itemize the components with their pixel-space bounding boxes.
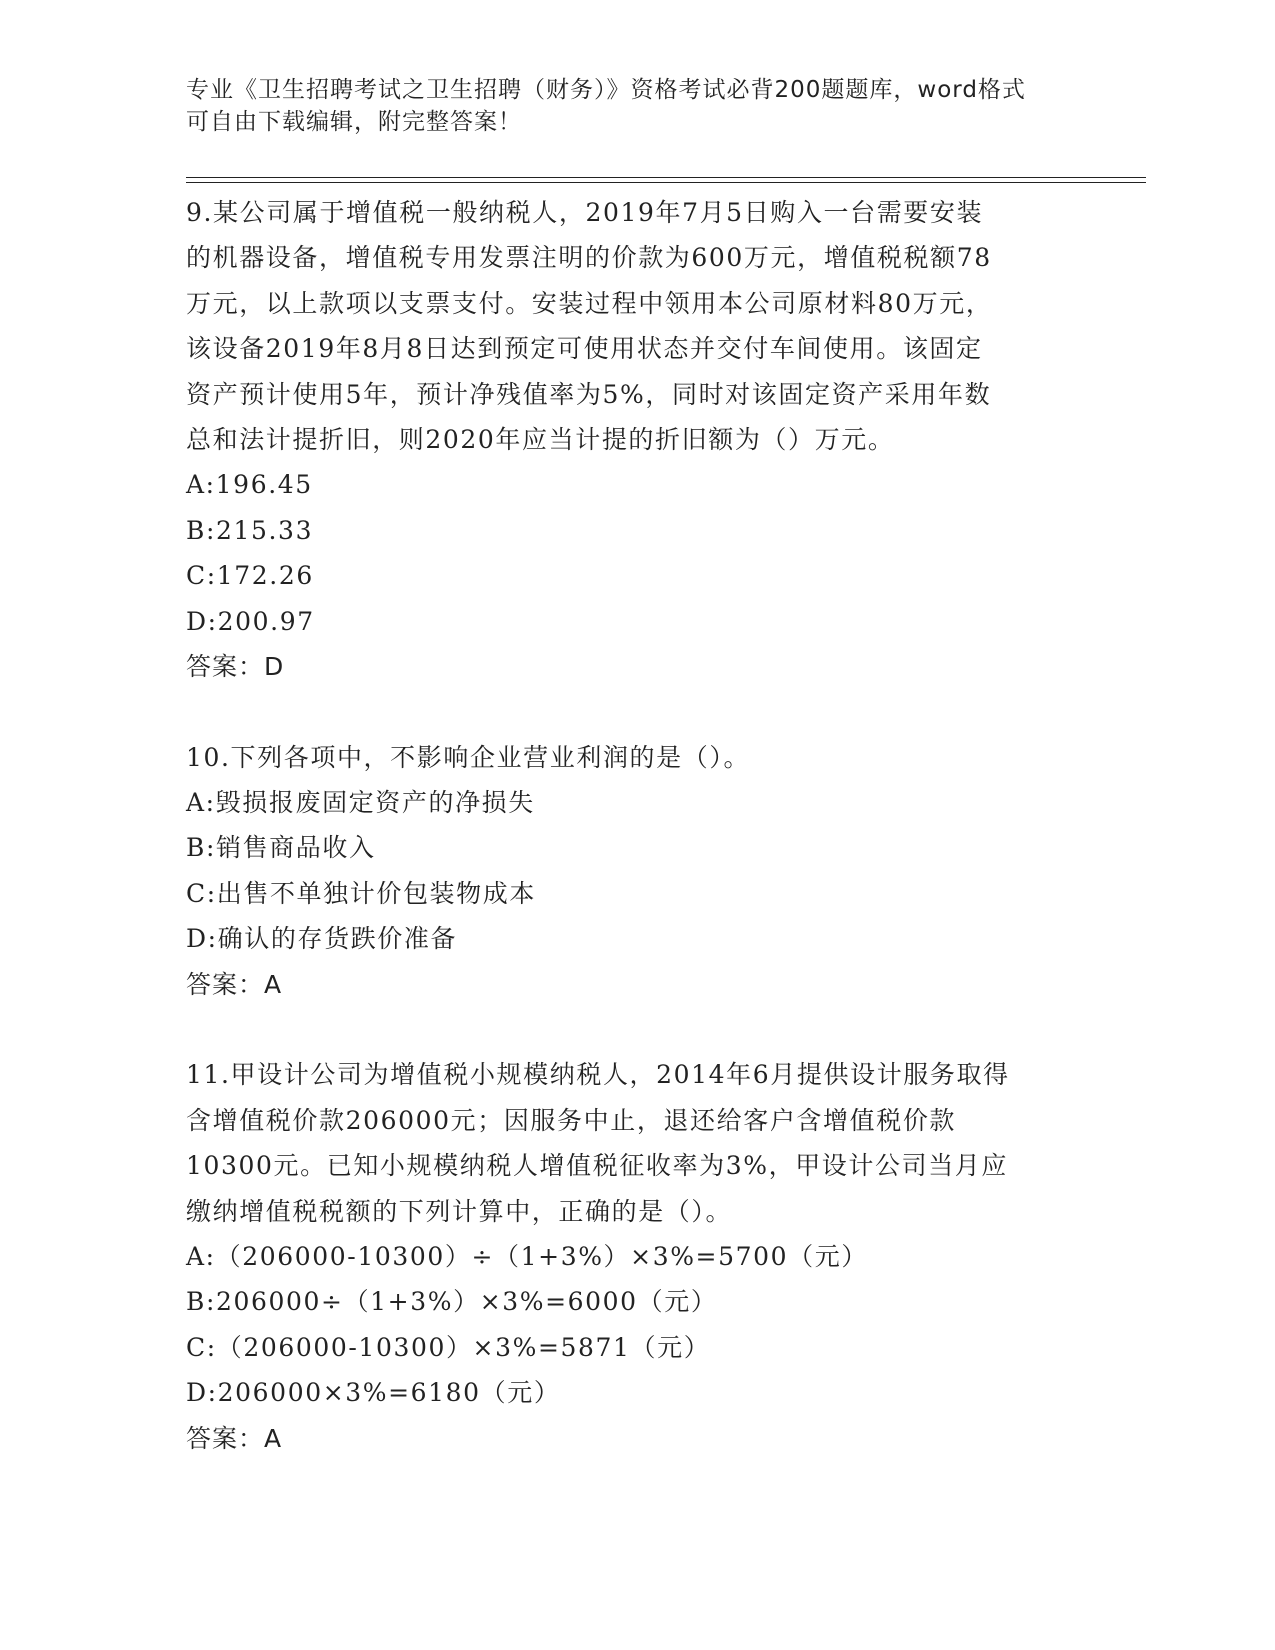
question-11-option-c: C:（206000-10300）×3%=5871（元） (186, 1332, 711, 1362)
question-11-option-d: D:206000×3%=6180（元） (186, 1378, 561, 1408)
question-9-option-c: C:172.26 (186, 561, 314, 591)
question-9-stem-line: 总和法计提折旧，则2020年应当计提的折旧额为（）万元。 (186, 424, 895, 454)
question-9-stem-line: 的机器设备，增值税专用发票注明的价款为600万元，增值税税额78 (186, 243, 992, 273)
question-11 (186, 1052, 1086, 1461)
question-11-stem-line: 缴纳增值税税额的下列计算中，正确的是（）。 (186, 1196, 733, 1226)
question-9 (186, 190, 1086, 689)
question-11-stem-line: 11.甲设计公司为增值税小规模纳税人，2014年6月提供设计服务取得 (186, 1060, 1010, 1090)
question-spacer (186, 1007, 1086, 1052)
question-spacer (186, 689, 1086, 734)
question-11-option-b: B:206000÷（1+3%）×3%=6000（元） (186, 1287, 718, 1317)
question-11-option-a: A:（206000-10300）÷（1+3%）×3%=5700（元） (186, 1241, 868, 1271)
question-11-answer: 答案：A (186, 1423, 283, 1453)
question-9-stem-line: 9.某公司属于增值税一般纳税人，2019年7月5日购入一台需要安装 (186, 198, 984, 227)
question-9-stem-line: 万元，以上款项以支票支付。安装过程中领用本公司原材料80万元， (186, 288, 993, 318)
question-9-option-a: A:196.45 (186, 470, 313, 500)
header-rule-top (186, 177, 1146, 178)
question-9-option-d: D:200.97 (186, 606, 315, 636)
question-10-option-b: B:销售商品收入 (186, 833, 376, 863)
question-10-option-d: D:确认的存货跌价准备 (186, 924, 458, 954)
question-11-stem-line: 10300元。已知小规模纳税人增值税征收率为3%，甲设计公司当月应 (186, 1151, 1008, 1181)
question-9-answer: 答案：D (186, 651, 285, 681)
question-9-stem-line: 资产预计使用5年，预计净残值率为5%，同时对该固定资产采用年数 (186, 379, 992, 409)
question-10-option-a: A:毁损报废固定资产的净损失 (186, 788, 535, 818)
question-9-stem-line: 该设备2019年8月8日达到预定可使用状态并交付车间使用。该固定 (186, 334, 983, 364)
header-line-2: 可自由下载编辑，附完整答案！ (186, 109, 522, 135)
header-line-1: 专业《卫生招聘考试之卫生招聘（财务）》资格考试必背200题题库，word格式 (186, 77, 1026, 103)
question-10-answer: 答案：A (186, 969, 283, 999)
question-11-stem-line: 含增值税价款206000元；因服务中止，退还给客户含增值税价款 (186, 1105, 957, 1135)
question-10-option-c: C:出售不单独计价包装物成本 (186, 878, 536, 908)
header-rule-bottom (186, 182, 1146, 183)
question-9-option-b: B:215.33 (186, 515, 314, 545)
question-list (186, 190, 1086, 1461)
question-10-stem-line: 10.下列各项中，不影响企业营业利润的是（）。 (186, 742, 751, 772)
document-header (186, 74, 1066, 138)
question-10 (186, 735, 1086, 1007)
